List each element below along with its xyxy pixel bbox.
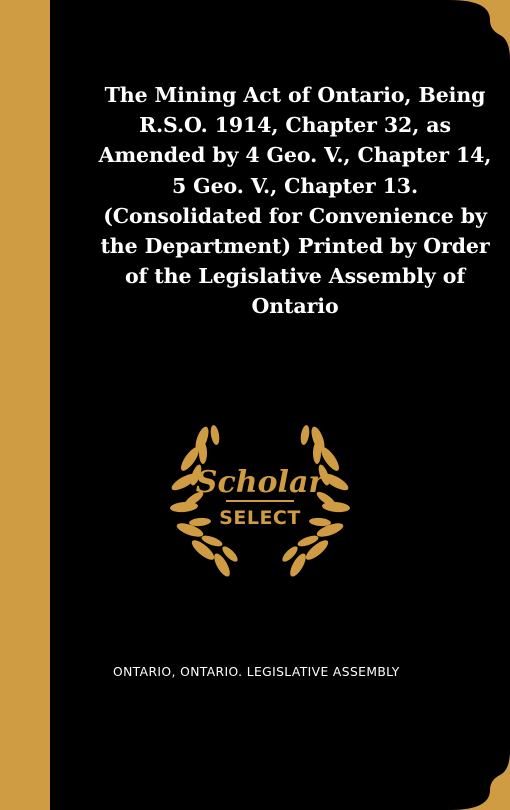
corner-ornament-top-icon	[450, 0, 510, 60]
logo-divider	[226, 500, 294, 502]
cover-spine-strip	[0, 0, 50, 810]
book-title: The Mining Act of Ontario, Being R.S.O. 1914, Chapter 32, as Amended by 4 Geo. V., Chapter 14, 5 Geo. V., Chapter 13. (Consolidated for Convenience by the Department) Printed by Order of the Legislative Assembly of Ontario	[98, 83, 492, 319]
logo-scholar-text: Scholar	[195, 465, 325, 500]
book-author: ONTARIO, ONTARIO. LEGISLATIVE ASSEMBLY	[113, 665, 400, 679]
logo-select-text: SELECT	[219, 507, 301, 529]
scholar-select-emblem	[170, 412, 350, 582]
corner-ornament-bottom-icon	[450, 750, 510, 810]
